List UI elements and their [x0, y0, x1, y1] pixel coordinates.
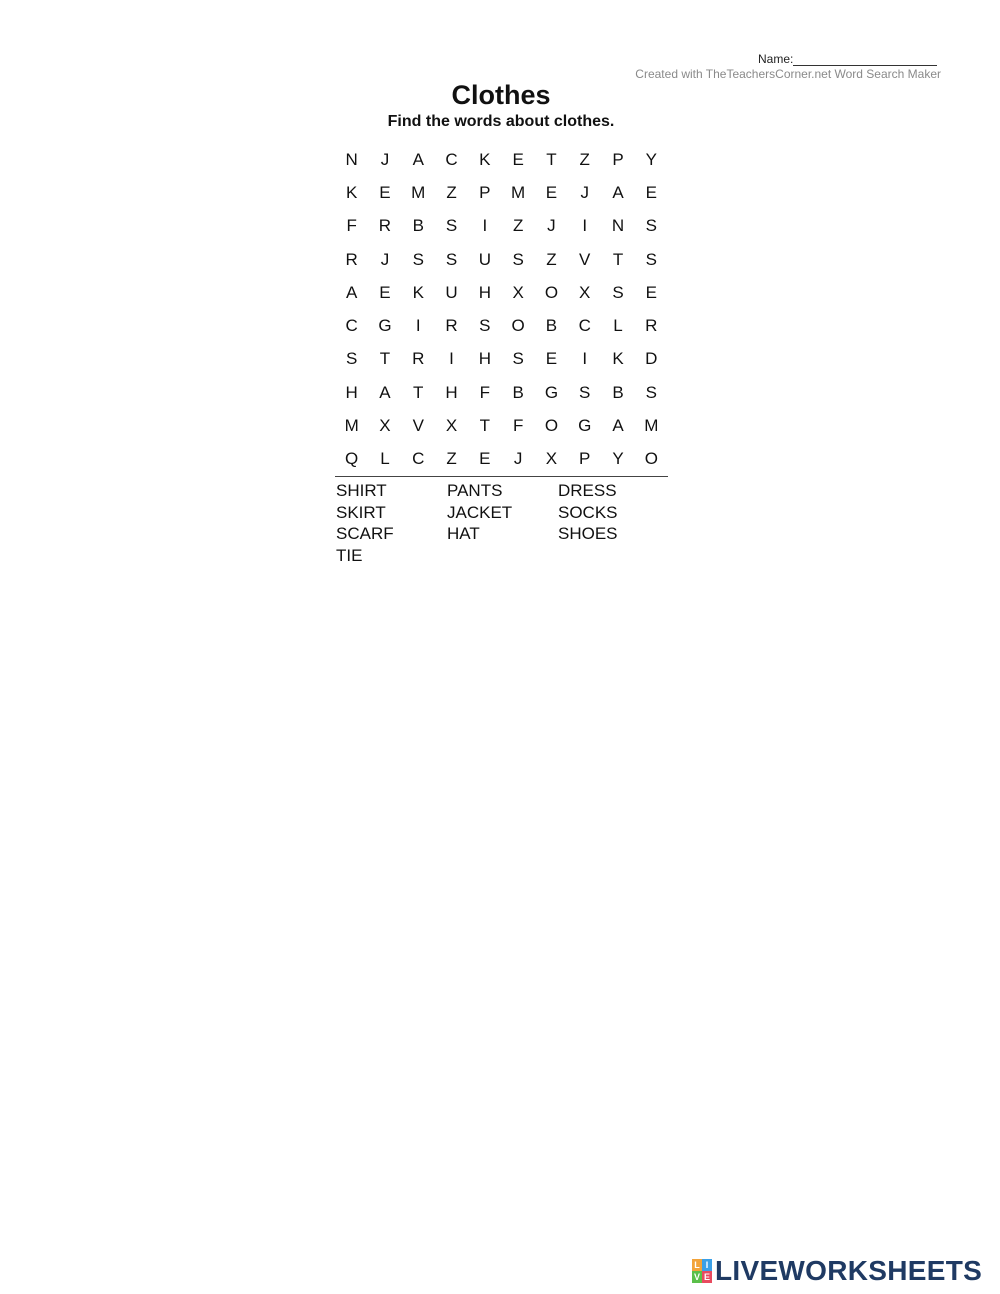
logo-tile: V [693, 1272, 700, 1282]
grid-letter[interactable]: P [579, 449, 591, 469]
grid-letter[interactable]: I [415, 316, 421, 336]
brand-logo [692, 1255, 982, 1287]
grid-letter[interactable]: I [449, 349, 454, 369]
grid-letter[interactable]: C [578, 316, 591, 336]
grid-letter[interactable]: S [612, 282, 624, 302]
grid-letter[interactable]: V [412, 416, 424, 436]
grid-letter[interactable]: R [378, 216, 392, 236]
grid-letter[interactable]: T [413, 382, 424, 402]
grid-letter[interactable]: M [644, 416, 659, 436]
grid-letter[interactable]: A [345, 282, 358, 302]
grid-letter[interactable]: R [412, 349, 425, 369]
grid-letter[interactable]: Y [645, 149, 657, 169]
grid-letter[interactable]: I [582, 216, 588, 236]
grid-letter[interactable]: L [380, 449, 390, 469]
grid-letter[interactable]: E [479, 449, 491, 469]
grid-row [335, 176, 668, 209]
grid-letter[interactable]: K [612, 349, 624, 369]
grid-letter[interactable]: R [445, 316, 458, 336]
grid-letter[interactable]: Z [446, 449, 457, 469]
word-list-item: SKIRT [336, 502, 386, 522]
grid-letter[interactable]: M [411, 182, 426, 202]
grid-letter[interactable]: T [612, 249, 624, 269]
word-list-item: HAT [447, 524, 480, 544]
grid-letter[interactable]: T [379, 349, 391, 369]
grid-letter[interactable]: G [378, 316, 392, 336]
word-list [336, 480, 676, 567]
grid-letter[interactable]: A [412, 149, 424, 169]
grid-letter[interactable]: O [644, 449, 658, 469]
brand-name: LIVEWORKSHEETS [715, 1255, 983, 1286]
grid-letter[interactable]: X [512, 282, 524, 302]
grid-row [335, 276, 668, 309]
name-label: Name: [758, 52, 794, 66]
grid-letter[interactable]: J [380, 149, 390, 169]
grid-letter[interactable]: V [579, 249, 591, 269]
grid-letter[interactable]: D [645, 349, 658, 369]
grid-row [335, 309, 668, 342]
grid-letter[interactable]: S [645, 382, 657, 402]
grid-letter[interactable]: E [545, 182, 558, 202]
grid-letter[interactable]: R [645, 316, 658, 336]
grid-letter[interactable]: X [545, 449, 558, 469]
grid-letter[interactable]: P [479, 182, 491, 202]
grid-letter[interactable]: S [512, 249, 524, 269]
grid-row [335, 143, 668, 176]
grid-letter[interactable]: E [379, 282, 391, 302]
word-list-item: TIE [336, 546, 363, 566]
grid-letter[interactable]: E [645, 182, 657, 202]
grid-letter[interactable]: E [545, 349, 558, 369]
grid-letter[interactable]: Z [579, 149, 590, 169]
grid-letter[interactable]: B [512, 382, 524, 402]
grid-letter[interactable]: O [544, 416, 559, 436]
grid-letter[interactable]: Q [345, 449, 359, 469]
grid-letter[interactable]: H [445, 382, 458, 402]
grid-letter[interactable]: E [512, 149, 524, 169]
grid-letter[interactable]: B [612, 382, 624, 402]
grid-letter[interactable]: H [478, 349, 491, 369]
word-list-item: JACKET [447, 502, 513, 522]
grid-letter[interactable]: S [445, 216, 458, 236]
grid-letter[interactable]: J [547, 216, 556, 236]
word-list-item: SHIRT [336, 481, 387, 500]
grid-letter[interactable]: F [346, 216, 357, 236]
grid-letter[interactable]: K [479, 149, 491, 169]
grid-letter[interactable]: M [344, 416, 359, 436]
grid-letter[interactable]: K [412, 282, 424, 302]
word-list-item: SHOES [558, 524, 618, 544]
word-list-item: SCARF [336, 524, 394, 544]
grid-letter[interactable]: H [345, 382, 358, 402]
grid-letter[interactable]: R [345, 249, 358, 269]
grid-letter[interactable]: S [512, 349, 524, 369]
grid-letter[interactable]: C [445, 149, 458, 169]
grid-letter[interactable]: N [611, 216, 625, 236]
liveworksheets-logo-icon [692, 1259, 712, 1283]
grid-letter[interactable]: U [478, 249, 491, 269]
grid-letter[interactable]: Z [546, 249, 557, 269]
grid-letter[interactable]: G [578, 416, 592, 436]
grid-letter[interactable]: S [479, 316, 491, 336]
grid-row [335, 210, 668, 243]
page-title: Clothes [451, 80, 551, 110]
grid-letter[interactable]: F [512, 416, 524, 436]
grid-letter[interactable]: P [612, 149, 624, 169]
grid-letter[interactable]: X [445, 416, 458, 436]
word-search-grid [335, 143, 668, 477]
grid-row [335, 376, 668, 409]
grid-letter[interactable]: A [612, 182, 624, 202]
logo-tile: I [702, 1259, 712, 1271]
word-list-item: SOCKS [558, 502, 618, 522]
grid-letter[interactable]: N [345, 149, 358, 169]
page-subtitle: Find the words about clothes. [387, 113, 615, 130]
name-blank-line [793, 53, 937, 66]
grid-letter[interactable]: U [445, 282, 458, 302]
grid-letter[interactable]: Z [512, 216, 524, 236]
grid-letter[interactable]: H [478, 282, 491, 302]
grid-letter[interactable]: A [612, 416, 624, 436]
word-list-item: PANTS [447, 481, 503, 500]
grid-letter[interactable]: G [544, 382, 559, 402]
grid-letter[interactable]: S [645, 216, 657, 236]
grid-row [335, 409, 668, 442]
grid-row [335, 443, 668, 476]
logo-tile: L [692, 1259, 702, 1271]
grid-letter[interactable]: F [479, 382, 491, 402]
credit-text: Created with TheTeachersCorner.net Word Search Maker [635, 67, 941, 81]
grid-letter[interactable]: B [412, 216, 424, 236]
grid-letter[interactable]: O [544, 282, 559, 302]
grid-letter[interactable]: E [645, 282, 657, 302]
grid-letter[interactable]: Y [612, 449, 624, 469]
grid-letter[interactable]: L [613, 316, 623, 336]
logo-tile: E [703, 1272, 710, 1282]
word-list-item: DRESS [558, 481, 617, 500]
grid-letter[interactable]: O [511, 316, 525, 336]
grid-letter[interactable]: S [412, 249, 424, 269]
grid-letter[interactable]: S [345, 349, 358, 369]
grid-letter[interactable]: S [445, 249, 458, 269]
grid-letter[interactable]: K [345, 182, 358, 202]
grid-letter[interactable]: I [482, 216, 488, 236]
grid-row [335, 243, 668, 276]
grid-letter[interactable]: C [345, 316, 358, 336]
grid-row [335, 343, 668, 376]
grid-letter[interactable]: C [412, 449, 425, 469]
grid-letter[interactable]: X [579, 282, 591, 302]
grid-letter[interactable]: J [580, 182, 589, 202]
grid-letter[interactable]: A [379, 382, 391, 402]
grid-letter[interactable]: B [545, 316, 558, 336]
grid-letter[interactable]: E [379, 182, 391, 202]
grid-letter[interactable]: J [513, 449, 523, 469]
grid-letter[interactable]: S [645, 249, 657, 269]
grid-letter[interactable]: T [546, 149, 557, 169]
grid-letter[interactable]: T [479, 416, 491, 436]
grid-letter[interactable]: M [511, 182, 526, 202]
grid-letter[interactable]: Z [446, 182, 457, 202]
grid-letter[interactable]: J [380, 249, 390, 269]
grid-letter[interactable]: I [582, 349, 588, 369]
grid-letter[interactable]: S [579, 382, 591, 402]
grid-letter[interactable]: X [379, 416, 391, 436]
name-field [758, 52, 937, 66]
